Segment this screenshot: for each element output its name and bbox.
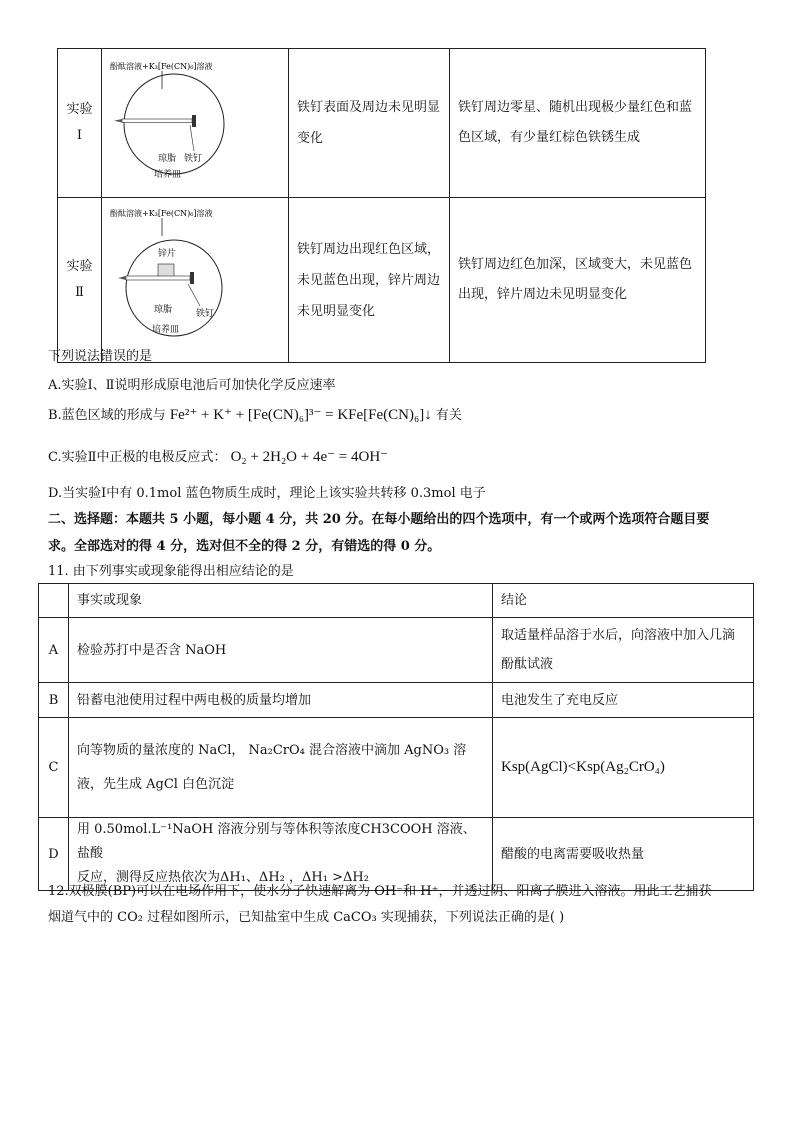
q10-stem: 下列说法错误的是 [48, 349, 153, 364]
q11-table [38, 583, 754, 891]
q10-option-a: A.实验Ⅰ、Ⅱ说明形成原电池后可加快化学反应速率 [48, 378, 336, 393]
row-fact-line: 液，先生成 AgCl 白色沉淀 [77, 776, 235, 792]
row-conclusion: Ksp(AgCl)<Ksp(Ag₂CrO₄) [493, 718, 754, 818]
section2-line2: 求。全部选对的得 4 分，选对但不全的得 2 分，有错选的得 0 分。 [48, 539, 441, 554]
table-row [39, 618, 754, 683]
row-conclusion: 取适量样品溶于水后，向溶液中加入几滴酚酞试液 [493, 618, 754, 683]
fig-agar-label: 琼脂 [158, 154, 177, 164]
q10-option-b-suffix: 有关 [435, 408, 462, 423]
exp-label: 实验 Ⅱ [58, 198, 102, 363]
exp1-figure [102, 49, 289, 198]
row-key: B [39, 683, 69, 718]
fig-nail-label: 铁钉 [184, 154, 203, 164]
exp2-figure [102, 198, 289, 363]
q12-line1: 12.双极膜(BP)可以在电场作用下，使水分子快速解离为 OH⁻和 H⁺，并透过阴、阳离子膜进入溶液。用此工艺捕获 [48, 884, 712, 899]
row-fact: 检验苏打中是否含 NaOH [69, 618, 493, 683]
row-fact: 铅蓄电池使用过程中两电极的质量均增加 [69, 683, 493, 718]
q10-option-c-text: C.实验Ⅱ中正极的电极反应式： [48, 450, 227, 465]
row-key: D [39, 818, 69, 891]
fig-top-label: 酚酞溶液+K₃[Fe(CN)₆]溶液 [110, 209, 213, 218]
row-fact [69, 718, 493, 818]
row-conclusion: 醋酸的电离需要吸收热量 [493, 818, 754, 891]
row-fact-line: 用 0.50mol.L⁻¹NaOH 溶液分别与等体积等浓度CH3COOH 溶液、盐酸 [77, 822, 476, 861]
exp2-obs1: 铁钉周边出现红色区域，未见蓝色出现，锌片周边未见明显变化 [289, 198, 450, 363]
q10-option-b-text: B.蓝色区域的形成与 [48, 408, 166, 423]
fig-nail-label: 铁钉 [196, 309, 215, 319]
table-row [58, 198, 706, 363]
exp1-obs2: 铁钉周边零星、随机出现极少量红色和蓝色区域，有少量红棕色铁锈生成 [450, 49, 706, 198]
row-key: C [39, 718, 69, 818]
q10-option-b-equation: Fe²⁺ + K⁺ + [Fe(CN)₆]³⁻ = KFe[Fe(CN)₆]↓ [169, 407, 432, 423]
q10-option-c [48, 446, 388, 466]
q11-header-fact: 事实或现象 [69, 584, 493, 618]
exp1-obs1: 铁钉表面及周边未见明显变化 [289, 49, 450, 198]
table-row [39, 683, 754, 718]
q10-option-b [48, 404, 462, 424]
fig-top-label: 酚酞溶液+K₃[Fe(CN)₆]溶液 [110, 62, 213, 71]
petri-dish-figure-2 [102, 198, 288, 350]
q11-stem: 11. 由下列事实或现象能得出相应结论的是 [48, 564, 294, 579]
q10-option-d: D.当实验Ⅰ中有 0.1mol 蓝色物质生成时，理论上该实验共转移 0.3mol 电子 [48, 486, 486, 501]
row-conclusion: 电池发生了充电反应 [493, 683, 754, 718]
experiment-table [57, 48, 706, 363]
exp-label: 实验 Ⅰ [58, 49, 102, 198]
petri-dish-figure-1 [102, 49, 288, 185]
q11-header-conclusion: 结论 [493, 584, 754, 618]
table-row [39, 718, 754, 818]
row-fact-line: 向等物质的量浓度的 NaCl， Na₂CrO₄ 混合溶液中滴加 AgNO₃ 溶 [77, 742, 467, 758]
section2-line1: 二、选择题：本题共 5 小题，每小题 4 分，共 20 分。在每小题给出的四个选项中，有一个或两个选项符合题目要 [48, 512, 710, 527]
fig-dish-label: 培养皿 [152, 325, 180, 335]
fig-agar-label: 琼脂 [154, 305, 173, 315]
q12-line2: 烟道气中的 CO₂ 过程如图所示，已知盐室中生成 CaCO₃ 实现捕获，下列说法正确的是( ) [48, 910, 565, 925]
row-key: A [39, 618, 69, 683]
q10-option-c-equation: O₂ + 2H₂O + 4e⁻ = 4OH⁻ [230, 449, 389, 465]
table-row [39, 584, 754, 618]
row-fact-line: 反应，测得反应热依次为ΔH₁、ΔH₂ ，ΔH₁ >ΔH₂ [77, 870, 369, 885]
fig-dish-label: 培养皿 [154, 170, 182, 180]
exp2-obs2: 铁钉周边红色加深，区域变大，未见蓝色出现，锌片周边未见明显变化 [450, 198, 706, 363]
fig-zinc-label: 锌片 [158, 249, 177, 259]
table-row [58, 49, 706, 198]
